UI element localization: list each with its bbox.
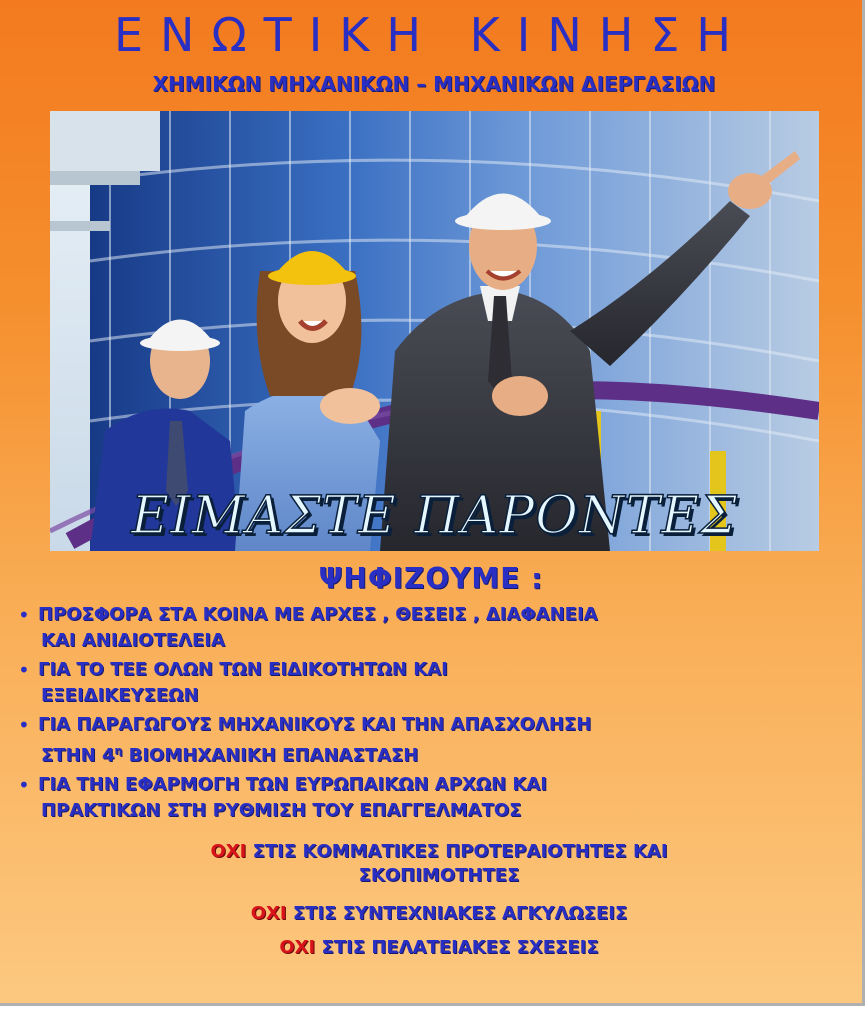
page-subtitle: ΧΗΜΙΚΩΝ ΜΗΧΑΝΙΚΩΝ – ΜΗΧΑΝΙΚΩΝ ΔΙΕΡΓΑΣΙΩΝ [152, 72, 716, 96]
bullet-text: ΚΑΙ ΑΝΙΔΙΟΤΕΛΕΙΑ [41, 630, 225, 651]
bullet-text: ΓΙΑ ΠΑΡΑΓΩΓΟΥΣ ΜΗΧΑΝΙΚΟΥΣ ΚΑΙ ΤΗΝ ΑΠΑΣΧΟΛΗΣΗ [38, 714, 592, 735]
engineers-photo [50, 111, 819, 551]
ordinal-superscript: η [114, 744, 123, 757]
bullet-icon: • [18, 713, 30, 737]
list-item [18, 602, 848, 654]
no-statements [0, 840, 865, 960]
no-word: ΟΧΙ [279, 937, 316, 958]
no-word: ΟΧΙ [250, 903, 287, 924]
list-item [18, 657, 848, 709]
list-item [18, 772, 848, 824]
no-statement-text: ΣΤΙΣ ΚΟΜΜΑΤΙΚΕΣ ΠΡΟΤΕΡΑΙΟΤΗΤΕΣ ΚΑΙ [246, 841, 668, 862]
vote-heading: ΨΗΦΙΖΟΥΜΕ : [318, 562, 544, 595]
no-word: ΟΧΙ [210, 841, 247, 862]
vote-bullet-list [18, 602, 848, 827]
no-statement-text: ΣΤΙΣ ΣΥΝΤΕΧΝΙΑΚΕΣ ΑΓΚΥΛΩΣΕΙΣ [286, 903, 628, 924]
bullet-text [38, 738, 848, 769]
bullet-text: ΓΙΑ ΤΗΝ ΕΦΑΡΜΟΓΗ ΤΩΝ ΕΥΡΩΠΑΙΚΩΝ ΑΡΧΩΝ ΚΑΙ [38, 774, 547, 795]
bullet-text: ΠΡΟΣΦΟΡΑ ΣΤΑ ΚΟΙΝΑ ΜΕ ΑΡΧΕΣ , ΘΕΣΕΙΣ , ΔΙΑΦΑΝΕΙΑ [38, 604, 598, 625]
bullet-text: ΠΡΑΚΤΙΚΩΝ ΣΤΗ ΡΥΘΜΙΣΗ ΤΟΥ ΕΠΑΓΓΕΛΜΑΤΟΣ [41, 800, 522, 821]
slogan-text: ΕΙΜΑΣΤΕ ΠΑΡΟΝΤΕΣ [131, 486, 738, 546]
bullet-icon: • [18, 658, 30, 682]
list-item [18, 712, 848, 769]
bullet-text-part: ΣΤΗΝ 4 [41, 745, 115, 766]
bullet-text-part: ΒΙΟΜΗΧΑΝΙΚΗ ΕΠΑΝΑΣΤΑΣΗ [122, 745, 419, 766]
page-title: ΕΝΩΤΙΚΗ ΚΙΝΗΣΗ [113, 8, 749, 62]
no-statement [0, 840, 865, 864]
bullet-icon: • [18, 773, 30, 797]
bullet-icon: • [18, 603, 30, 627]
bullet-text: ΓΙΑ ΤΟ ΤΕΕ ΟΛΩΝ ΤΩΝ ΕΙΔΙΚΟΤΗΤΩΝ ΚΑΙ [38, 659, 448, 680]
no-statement-continuation: ΣΚΟΠΙΜΟΤΗΤΕΣ [358, 865, 520, 886]
no-statement-text: ΣΤΙΣ ΠΕΛΑΤΕΙΑΚΕΣ ΣΧΕΣΕΙΣ [315, 937, 599, 958]
no-statement [0, 902, 865, 926]
no-statement [0, 936, 865, 960]
bullet-text: ΕΞΕΙΔΙΚΕΥΣΕΩΝ [41, 685, 199, 706]
